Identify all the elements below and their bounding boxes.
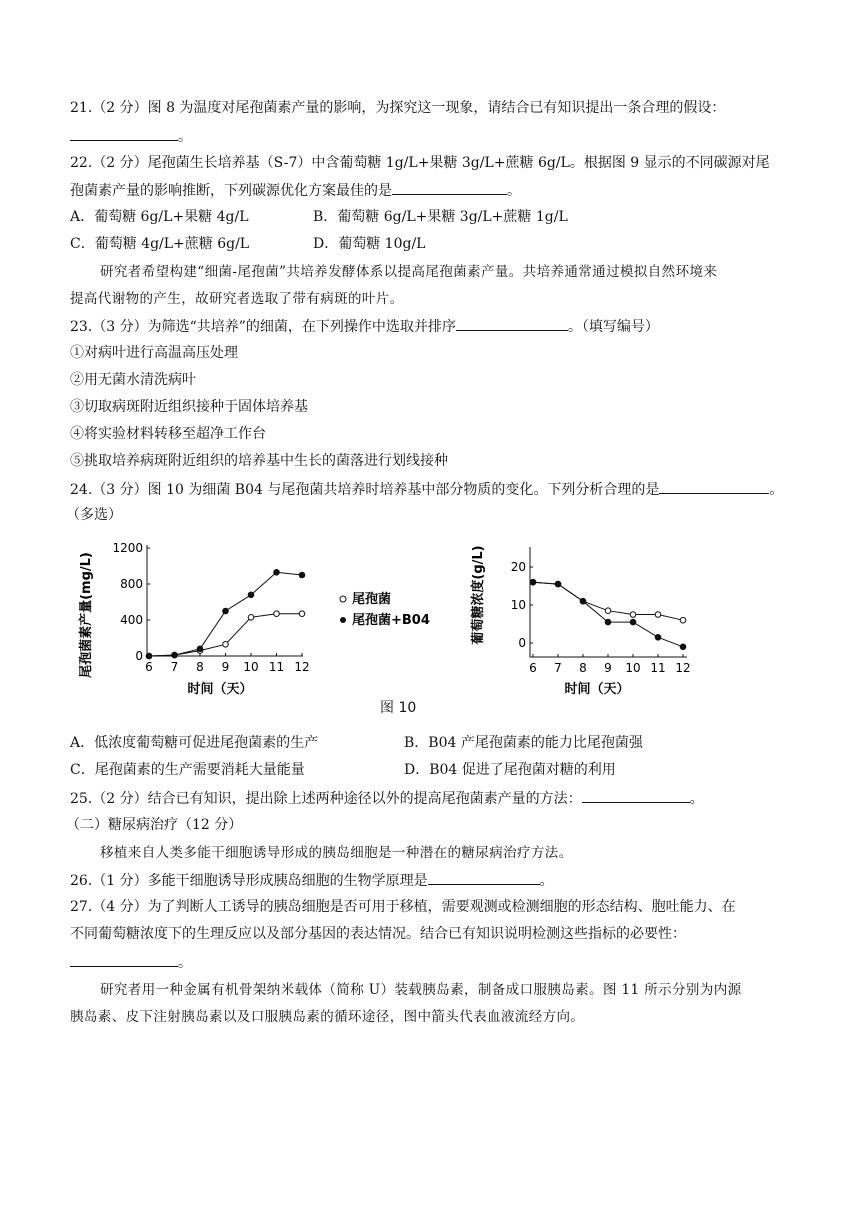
q23-stem: 23.（3 分）为筛选“共培养”的细菌，在下列操作中选取并排序 — [70, 319, 456, 335]
q24-stem: 24.（3 分）图 10 为细菌 B04 与尾孢菌共培养时培养基中部分物质的变化。下列分析合理的是 — [70, 482, 660, 498]
legend-filled-marker — [340, 617, 346, 623]
q22-line1: 22.（2 分）尾孢菌生长培养基（S-7）中含葡萄糖 1g/L+果糖 3g/L+蔗糖 6g/L。根据图 9 显示的不同碳源对尾 — [70, 155, 770, 171]
right-point — [530, 579, 536, 585]
left-x-tick-label: 12 — [294, 660, 310, 674]
q23-line1 — [70, 316, 659, 337]
left-point — [223, 642, 229, 648]
left-point — [274, 611, 280, 617]
q23-item-4: ④将实验材料转移至超净工作台 — [70, 426, 266, 442]
figure10-legend — [335, 590, 445, 632]
right-ticks — [511, 560, 691, 675]
q21-end: 。 — [178, 129, 192, 145]
q22-line2-text: 孢菌素产量的影响推断，下列碳源优化方案最佳的是 — [70, 183, 392, 199]
right-point — [605, 608, 611, 614]
q24-option-a: A．低浓度葡萄糖可促进尾孢菌素的生产 — [70, 735, 319, 751]
left-ylabel: 尾孢菌素产量(mg/L) — [79, 552, 94, 678]
right-point — [655, 635, 661, 641]
left-y-tick-label: 800 — [120, 577, 143, 591]
left-point — [299, 611, 305, 617]
q22-answer-blank[interactable] — [392, 180, 507, 195]
right-xlabel: 时间（天） — [564, 682, 630, 697]
q24-option-d: D．B04 促进了尾孢菌对糖的利用 — [404, 762, 616, 778]
figure10-right-chart — [455, 535, 705, 700]
legend-label-2: 尾孢菌+B04 — [352, 613, 430, 628]
legend-label-1: 尾孢菌 — [352, 592, 392, 607]
q27-line2: 不同葡萄糖浓度下的生理反应以及部分基因的表达情况。结合已有知识说明检测这些指标的必要性： — [70, 926, 686, 942]
q21-line1: 21.（2 分）图 8 为温度对尾孢菌素产量的影响，为探究这一现象，请结合已有知识提出一条合理的假设： — [70, 100, 726, 116]
q26-answer-blank[interactable] — [428, 870, 540, 885]
right-x-tick-label: 12 — [675, 661, 691, 675]
right-x-tick-label: 10 — [625, 661, 641, 675]
left-x-tick-label: 11 — [268, 660, 285, 674]
q25-end: 。 — [689, 791, 704, 807]
q26-end: 。 — [539, 873, 554, 889]
right-point — [680, 617, 686, 623]
right-x-tick-label: 8 — [579, 661, 587, 675]
left-point — [299, 572, 305, 578]
section2-intro: 移植来自人类多能干细胞诱导形成的胰岛细胞是一种潜在的糖尿病治疗方法。 — [100, 845, 573, 861]
right-series — [530, 579, 686, 649]
right-ylabel: 葡萄糖浓度(g/L) — [471, 545, 486, 645]
right-point — [680, 644, 686, 650]
right-y-tick-label: 10 — [510, 598, 526, 612]
q25-stem: 25.（2 分）结合已有知识，提出除上述两种途径以外的提高尾孢菌素产量的方法： — [70, 791, 582, 807]
q22-line2 — [70, 180, 521, 201]
q22-option-d: D．葡萄糖 10g/L — [313, 236, 426, 252]
intro1-line2: 提高代谢物的产生，故研究者选取了带有病斑的叶片。 — [70, 291, 404, 307]
q22-option-a: A．葡萄糖 6g/L+果糖 4g/L — [70, 209, 249, 225]
q23-item-2: ②用无菌水清洗病叶 — [70, 372, 196, 388]
right-point — [630, 612, 636, 618]
q27-answer-blank[interactable] — [70, 952, 178, 967]
right-point — [580, 598, 586, 604]
left-point — [223, 608, 229, 614]
legend-open-marker — [340, 596, 346, 602]
figure10-left-chart — [70, 535, 320, 700]
q22-end: 。 — [507, 183, 521, 199]
left-x-tick-label: 8 — [196, 660, 204, 674]
left-series-line-1 — [149, 614, 302, 656]
q24-line1 — [70, 479, 783, 500]
section2-heading: （二）糖尿病治疗（12 分） — [66, 817, 243, 833]
left-xlabel: 时间（天） — [187, 682, 253, 697]
left-x-tick-label: 10 — [243, 660, 259, 674]
q21-answer-blank[interactable] — [70, 126, 178, 141]
q27-line3 — [70, 952, 192, 973]
q25-line1 — [70, 788, 704, 809]
intro1-line1: 研究者希望构建“细菌-尾孢菌”共培养发酵体系以提高尾孢菌素产量。共培养通常通过模拟自然环境来 — [100, 264, 718, 280]
q25-answer-blank[interactable] — [582, 788, 690, 803]
right-point — [630, 619, 636, 625]
left-y-tick-label: 1200 — [112, 541, 143, 555]
right-x-tick-label: 11 — [650, 661, 666, 675]
left-y-tick-label: 400 — [120, 613, 143, 627]
intro2-line2: 胰岛素、皮下注射胰岛素以及口服胰岛素的循环途径，图中箭头代表血液流经方向。 — [70, 1009, 585, 1025]
q24-end: 。 — [769, 482, 784, 498]
right-point — [655, 612, 661, 618]
left-ticks — [112, 541, 309, 674]
right-point — [605, 619, 611, 625]
left-point — [248, 592, 254, 598]
right-x-tick-label: 6 — [529, 661, 537, 675]
left-point — [172, 652, 178, 658]
q27-line1: 27.（4 分）为了判断人工诱导的胰岛细胞是否可用于移植，需要观测或检测细胞的形态结构、胞吐能力、在 — [70, 899, 736, 915]
right-x-tick-label: 9 — [604, 661, 612, 675]
left-x-tick-label: 7 — [170, 660, 179, 674]
q24-line2: （多选） — [66, 507, 122, 523]
left-y-axis-title — [78, 552, 94, 678]
q26-line1 — [70, 870, 554, 891]
left-point — [274, 570, 280, 576]
left-x-tick-label: 9 — [221, 660, 230, 674]
q24-answer-blank[interactable] — [659, 479, 769, 494]
left-point — [248, 615, 254, 621]
q23-item-3: ③切取病斑附近组织接种于固体培养基 — [70, 399, 308, 415]
left-series — [146, 570, 305, 659]
q23-answer-blank[interactable] — [456, 316, 568, 331]
q23-item-5: ⑤挑取培养病斑附近组织的培养基中生长的菌落进行划线接种 — [70, 453, 448, 469]
q24-option-c: C．尾孢菌素的生产需要消耗大量能量 — [70, 762, 305, 778]
intro2-line1: 研究者用一种金属有机骨架纳米载体（简称 U）装载胰岛素，制备成口服胰岛素。图 11 所示分别为内源 — [100, 982, 742, 998]
q27-end: 。 — [178, 955, 192, 971]
left-x-tick-label: 6 — [145, 660, 153, 674]
q23-end: 。（填写编号） — [567, 319, 659, 335]
figure10-caption: 图 10 — [380, 700, 417, 716]
q26-stem: 26.（1 分）多能干细胞诱导形成胰岛细胞的生物学原理是 — [70, 873, 428, 889]
left-point — [197, 646, 203, 652]
q23-item-1: ①对病叶进行高温高压处理 — [70, 345, 238, 361]
left-point — [146, 653, 152, 659]
right-y-tick-label: 20 — [510, 560, 526, 574]
q22-option-c: C．葡萄糖 4g/L+蔗糖 6g/L — [70, 236, 250, 252]
q24-option-b: B．B04 产尾孢菌素的能力比尾孢菌强 — [404, 735, 643, 751]
left-y-tick-label: 0 — [135, 649, 143, 663]
q22-option-b: B．葡萄糖 6g/L+果糖 3g/L+蔗糖 1g/L — [313, 209, 568, 225]
right-y-tick-label: 0 — [518, 636, 526, 650]
right-x-tick-label: 7 — [554, 661, 562, 675]
right-point — [555, 581, 561, 587]
q21-line2 — [70, 126, 192, 147]
